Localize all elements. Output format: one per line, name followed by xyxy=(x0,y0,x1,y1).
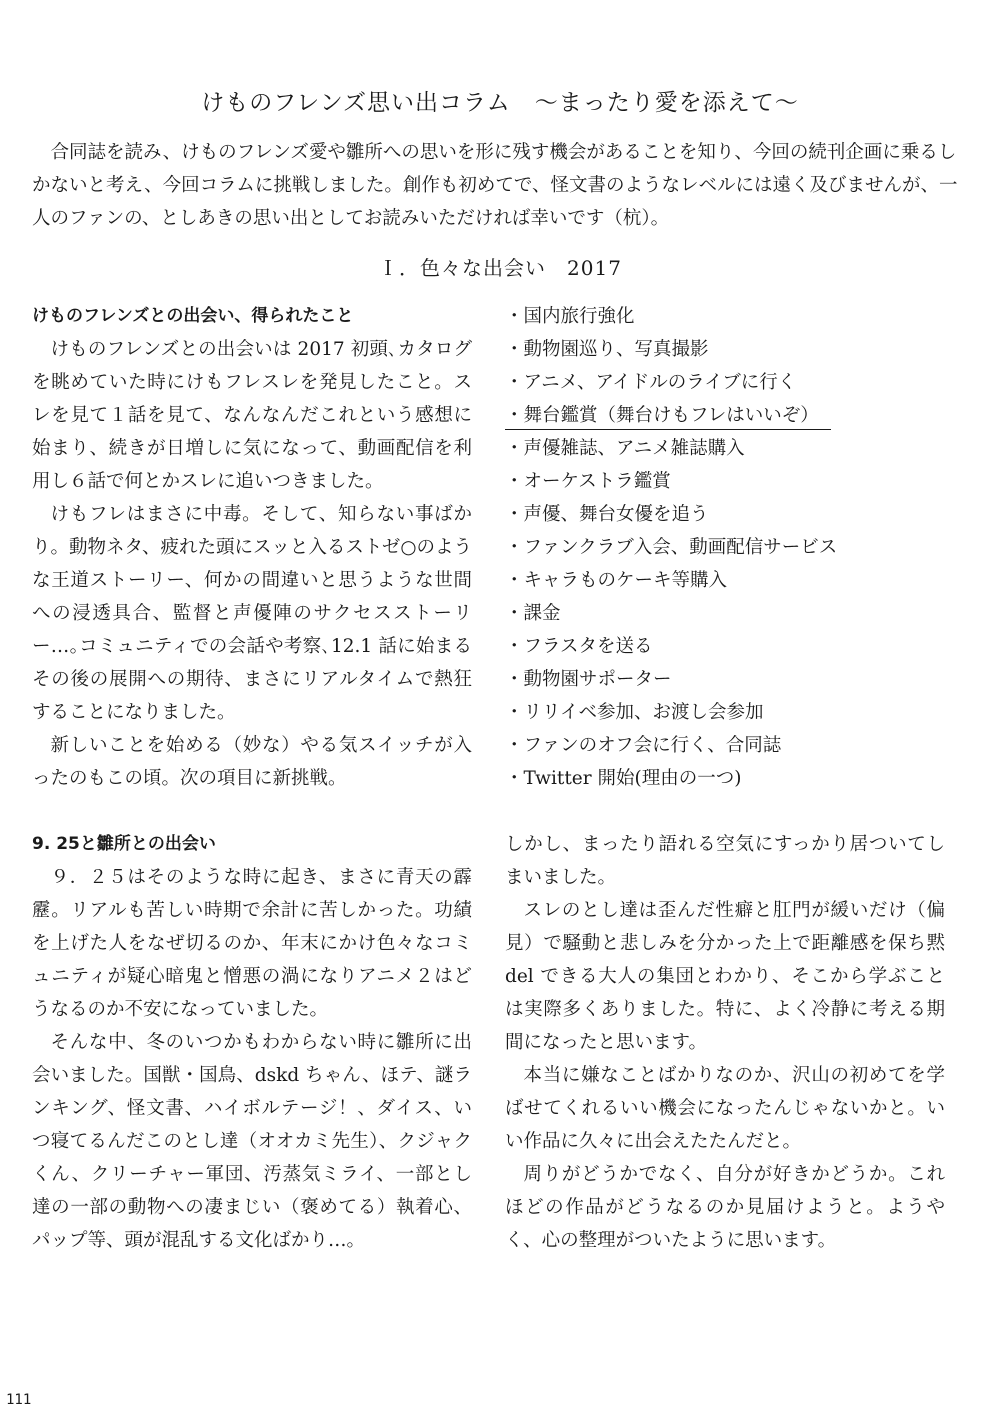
list-item: ・動物園サポーター xyxy=(505,669,672,690)
column-title: けものフレンズ思い出コラム 〜まったり愛を添えて〜 xyxy=(201,90,799,116)
list-item: ・動物園巡り、写真撮影 xyxy=(505,339,709,360)
list-item: ・ファンクラブ入会、動画配信サービス xyxy=(505,537,838,558)
list-item: ・声優、舞台女優を追う xyxy=(505,504,709,525)
list-item: ・声優雑誌、アニメ雑誌購入 xyxy=(505,438,745,459)
list-item: ・アニメ、アイドルのライブに行く xyxy=(505,372,797,393)
page-number: 111 xyxy=(6,1392,32,1408)
section1-left-column xyxy=(32,300,472,795)
list-item: ・オーケストラ鑑賞 xyxy=(505,471,671,492)
section-heading-1: Ｉ．色々な出会い 2017 xyxy=(378,256,622,280)
section2-left-column xyxy=(32,828,472,1257)
paragraph: 周りがどうかでなく、自分が好きかどうか。これほどの作品がどうなるのか見届けようと。ようやく、心の整理がついたように思います。 xyxy=(505,1164,945,1251)
paragraph: 新しいことを始める（妙な）やる気スイッチが入ったのもこの頃。次の項目に新挑戦。 xyxy=(32,735,472,789)
section2-right-column xyxy=(505,828,945,1257)
paragraph: 本当に嫌なことばかりなのか、沢山の初めてを学ばせてくれるいい機会になったんじゃないかと。いい作品に久々に出会えたたんだと。 xyxy=(505,1065,945,1152)
paragraph: スレのとし達は歪んだ性癖と肛門が緩いだけ（偏見）で騒動と悲しみを分かった上で距離感を保ち黙 del できる大人の集団とわかり、そこから学ぶことは実際多くありました。特に、よく冷静に考える期間になったと思います。 xyxy=(505,900,945,1053)
list-item: ・ファンのオフ会に行く、合同誌 xyxy=(505,735,782,756)
intro-paragraph xyxy=(32,136,972,235)
subheading-925: 9. 25と雛所との出会い xyxy=(32,834,216,854)
paragraph: そんな中、冬のいつかもわからない時に雛所に出会いました。国獣・国鳥、dskd ちゃん、ほテ、謎ランキング、怪文書、ハイボルテージ！、ダイス、いつ寝てるんだこのとし達（オオカミ先生）、クジャクくん、クリーチャー軍団、汚蒸気ミライ、一部とし達の一部の動物への凄まじい（褒めてる）執着心、パップ等、頭が混乱する文化ばかり…。 xyxy=(32,1032,472,1251)
list-item xyxy=(505,399,945,432)
intro-text: 合同誌を読み、けものフレンズ愛や雛所への思いを形に残す機会があることを知り、今回の続刊企画に乗るしかないと考え、今回コラムに挑戦しました。創作も初めてで、怪文書のようなレベルには遠く及びませんが、一人のファンの、としあきの思い出としてお読みいただければ幸いです（杭）。 xyxy=(32,142,958,229)
paragraph: けものフレンズとの出会いは 2017 初頭､カタログを眺めていた時にけもフレスレを発見したこと。スレを見て１話を見て、なんなんだこれという感想に始まり、続きが日増しに気になって、動画配信を利用し６話で何とかスレに追いつきました。 xyxy=(32,339,472,492)
underlined-item: ・舞台鑑賞（舞台けもフレはいいぞ） xyxy=(505,403,831,430)
paragraph: しかし、まったり語れる空気にすっかり居ついてしまいました。 xyxy=(505,834,945,888)
paragraph: ９．２５はそのような時に起き、まさに青天の霹靂。リアルも苦しい時期で余計に苦しかった。功績を上げた人をなぜ切るのか、年末にかけ色々なコミュニティが疑心暗鬼と憎悪の渦になりアニメ２はどうなるのか不安になっていました。 xyxy=(32,867,472,1020)
section1-bullet-list xyxy=(505,300,945,795)
list-item: ・リリイベ参加、お渡し会参加 xyxy=(505,702,764,723)
list-item: ・課金 xyxy=(505,603,561,624)
list-item: ・Twitter 開始(理由の一つ) xyxy=(505,768,742,789)
list-item: ・フラスタを送る xyxy=(505,636,653,657)
list-item: ・キャラものケーキ等購入 xyxy=(505,570,728,591)
subheading-encounter: けものフレンズとの出会い、得られたこと xyxy=(32,306,354,326)
paragraph: けもフレはまさに中毒。そして、知らない事ばかり。動物ネタ、疲れた頭にスッと入るストゼ○のような王道ストーリー、何かの間違いと思うような世間への浸透具合、監督と声優陣のサクセスストーリー…｡コミュニティでの会話や考察､12.1 話に始まるその後の展開への期待、まさにリアルタイムで熱狂することになりました。 xyxy=(32,504,472,723)
list-item: ・国内旅行強化 xyxy=(505,306,635,327)
